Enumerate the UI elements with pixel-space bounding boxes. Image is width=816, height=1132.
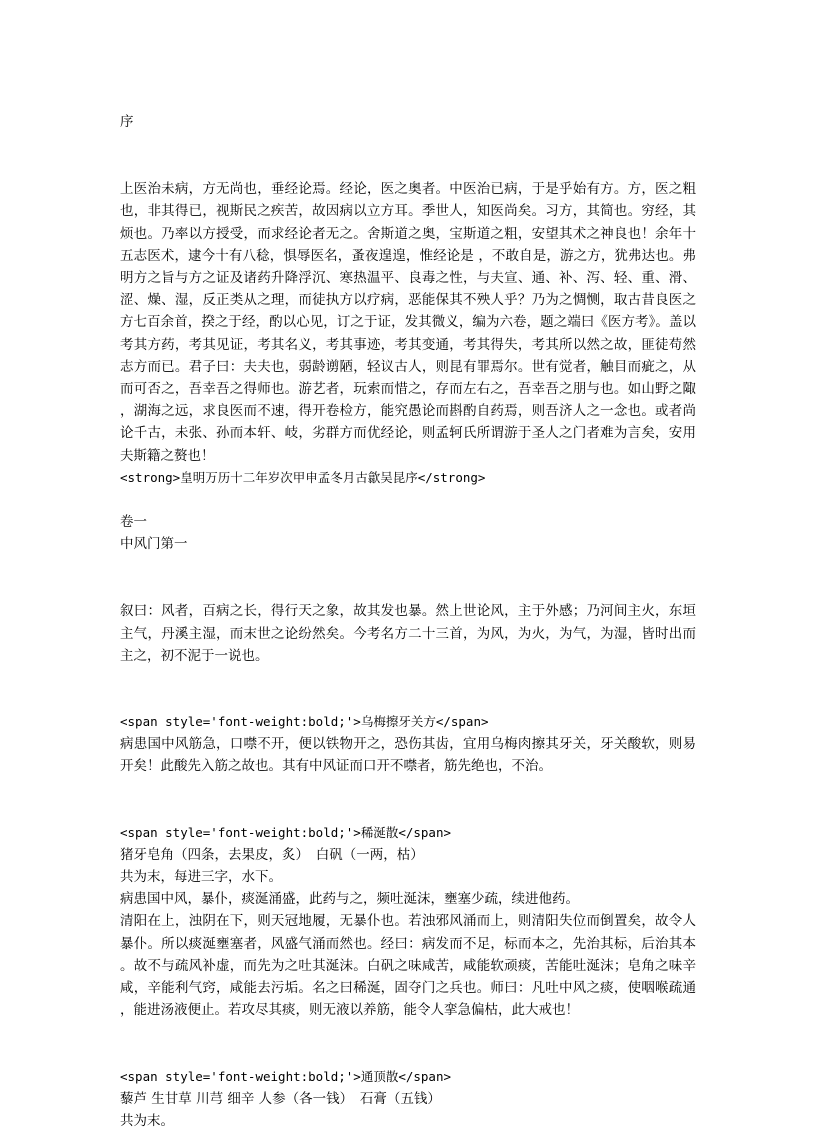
preface-body: 上医治未病，方无尚也，垂经论焉。经论，医之奥者。中医治已病，于是乎始有方。方，医之粗也，非其得已，视斯民之疾苦，故因病以立方耳。季世人，知医尚矣。习方，其简也。穷经，其烦也。乃率以方授受，而求经论者无之。舍斯道之奥，宝斯道之粗，安望其术之神良也！余年十五志医术，逮今十有八稔，惧辱医名，蚤夜遑遑，惟经论是 ，不敢自是，游之方，犹弗达也。弗明方之旨与方之证及诸药升降浮沉、寒热温平、良毒之性，与夫宣、通、补、泻、轻、重、滑、涩、燥、湿，反正类从之理，而徒执方以疗病，恶能保其不殃人乎？乃为之惆恻，取古昔良医之方七百余首，揆之于经，酌以心见，订之于证，发其微义，编为六卷，题之端曰《医方考》。盖以考其方药，考其见证，考其名义，考其事迹，考其变通，考其得失，考其所以然之故，匪徒苟然志方而已。君子曰：夫夫也，弱龄谫陋，轻议古人，则昆有罪焉尔。世有觉者，触目而疵之，从而可否之，吾幸吾之得师也。游艺者，玩索而惜之，存而左右之，吾幸吾之朋与也。如山野之陬，湖海之远，求良医而不速，得开卷检方，能究愚论而斟酌自药焉，则吾济人之一念也。或者尚论千古，未张、孙而本轩、岐，劣群方而优经论，则孟轲氏所谓游于圣人之门者难为言矣，安用夫斯籍之赘也！ (120, 181, 696, 464)
spacer (120, 489, 696, 511)
document-page (120, 111, 696, 1132)
recipe-preparation: 共为末。 (120, 1112, 174, 1129)
preface-heading: 序 (120, 114, 134, 130)
recipe-paragraph: 清阳在上，浊阴在下，则天冠地履，无暴仆也。若浊邪风涌而上，则清阳失位而倒置矣，故令人暴仆。所以痰涎壅塞者，风盛气涌而然也。经曰：病发而不足，标而本之，先治其标，后治其本。故不与疏风补虚，而先为之吐其涎沫。白矾之味咸苦，咸能软顽痰，苦能吐涎沫；皂角之味辛咸，辛能利气窍，咸能去污垢。名之曰稀涎，固夺门之兵也。师曰：凡吐中风之痰，使咽喉疏通，能进汤液便止。若攻尽其痰，则无液以养筋，能令人挛急偏枯，此大戒也！ (120, 913, 696, 1019)
recipe-title-line: <span style='font-weight:bold;'>通顶散</span> (120, 1068, 451, 1084)
recipe-preparation: 共为末，每进三字，水下。 (120, 869, 282, 886)
preface-signature: <strong>皇明万历十二年岁次甲申孟冬月古歙吴昆序</strong> (120, 469, 486, 485)
spacer (120, 133, 696, 178)
chapter-intro: 叙曰：风者，百病之长，得行天之象，故其发也暴。然上世论风，主于外感；乃河间主火，东垣主气，丹溪主湿，而末世之论纷然矣。今考名方二十三首，为风，为火，为气，为湿，皆时出而主之，初不泥于一说也。 (120, 603, 696, 664)
volume-title: 卷一 (120, 514, 147, 531)
recipe-ingredients: 藜芦 生甘草 川芎 细辛 人参（各一钱） 石膏（五钱） (120, 1090, 441, 1107)
spacer (120, 555, 696, 600)
recipe-ingredients: 猪牙皂角（四条，去果皮，炙） 白矾（一两，枯） (120, 846, 424, 863)
recipe-paragraph: 病患国中风筋急，口噤不开，便以铁物开之，恐伤其齿，宜用乌梅肉擦其牙关，牙关酸软，则易开矣！此酸先入筋之故也。其有中风证而口开不噤者，筋先绝也，不治。 (120, 736, 696, 775)
recipe-title-line: <span style='font-weight:bold;'>乌梅擦牙关方</span> (120, 714, 489, 730)
spacer (120, 1022, 696, 1066)
recipe-title-line: <span style='font-weight:bold;'>稀涎散</span> (120, 824, 451, 840)
chapter-title: 中风门第一 (120, 536, 188, 553)
spacer (120, 778, 696, 822)
recipe-paragraph: 病患国中风，暴仆，痰涎涌盛，此药与之，频吐涎沫，壅塞少疏，续进他药。 (120, 891, 579, 908)
spacer (120, 667, 696, 711)
